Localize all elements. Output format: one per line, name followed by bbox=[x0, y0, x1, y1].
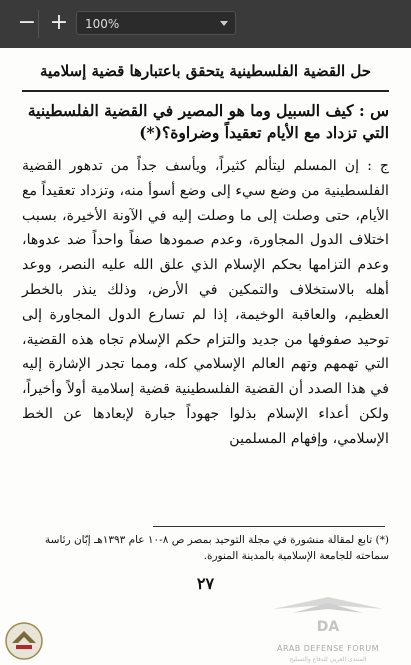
page-heading: حل القضية الفلسطينية يتحقق باعتبارها قضية إسلامية bbox=[39, 62, 372, 80]
answer-text: ج : إن المسلم ليتألم كثيراً، ويأسف جداً من تدهور القضية الفلسطينية من وضع سيء إلى وضع أسوأ منه، وتزداد تعقيداً مع الأيام، حتى وصلت إلى ما وصلت إليه في الآونة الأخيرة، بسبب اختلاف الدول المجاورة، وعدم صمودها صفاً واحداً ضد عدوها، وعدم التزامها بحكم الإسلام الذي علق الله عليه النصر، ووعد أهله بالاستخلاف والتمكين في الأرض، وذلك ينذر بالخطر العظيم، والعاقبة الوخيمة، إذا لم تسارع الدول المجاورة إلى توحيد صفوفها من جديد والتزام حكم الإسلام تجاه هذه القضية، التي تهمهم وتهم العالم الإسلامي كله، ومما تجدر الإشارة إليه في هذا الصدد أن القضية الفلسطينية قضية إسلامية أولاً وأخيراً، ولكن أعداء الإسلام بذلوا جهوداً جبارة لإبعادها عن الخط الإسلامي، وإفهام المسلمين bbox=[22, 158, 389, 447]
pdf-toolbar bbox=[0, 0, 411, 48]
watermark-title: ARAB DEFENSE FORUM bbox=[277, 644, 379, 653]
footnote-rule bbox=[153, 526, 385, 527]
footnote-text: (*) تابع لمقالة منشورة في مجلة التوحيد بمصر ص ٨-١٠ عام ١٣٩٣هـ إبّان رئاسة سماحته للجامعة الإسلامية بالمدينة المنورة. bbox=[45, 534, 389, 562]
page-number: ٢٧ bbox=[196, 574, 215, 593]
chevron-down-icon bbox=[220, 21, 228, 26]
question-text: س : كيف السبيل وما هو المصير في القضية الفلسطينية التي تزداد مع الأيام تعقيداً وضراوة؟(*) bbox=[27, 101, 389, 142]
zoom-out-button[interactable] bbox=[16, 10, 38, 35]
zoom-in-button[interactable] bbox=[48, 10, 70, 35]
watermark-subtitle: المنتدى العربي للدفاع والتسليح bbox=[289, 656, 367, 663]
document-page bbox=[0, 48, 411, 665]
plus-icon: + bbox=[49, 10, 69, 35]
heading-rule bbox=[22, 90, 389, 92]
toolbar-divider bbox=[38, 10, 39, 38]
zoom-select[interactable] bbox=[76, 11, 236, 35]
forum-seal-logo bbox=[4, 621, 44, 661]
zoom-value: 100% bbox=[85, 17, 120, 31]
watermark-logo-text: DA bbox=[316, 619, 340, 635]
minus-icon: − bbox=[17, 10, 37, 35]
